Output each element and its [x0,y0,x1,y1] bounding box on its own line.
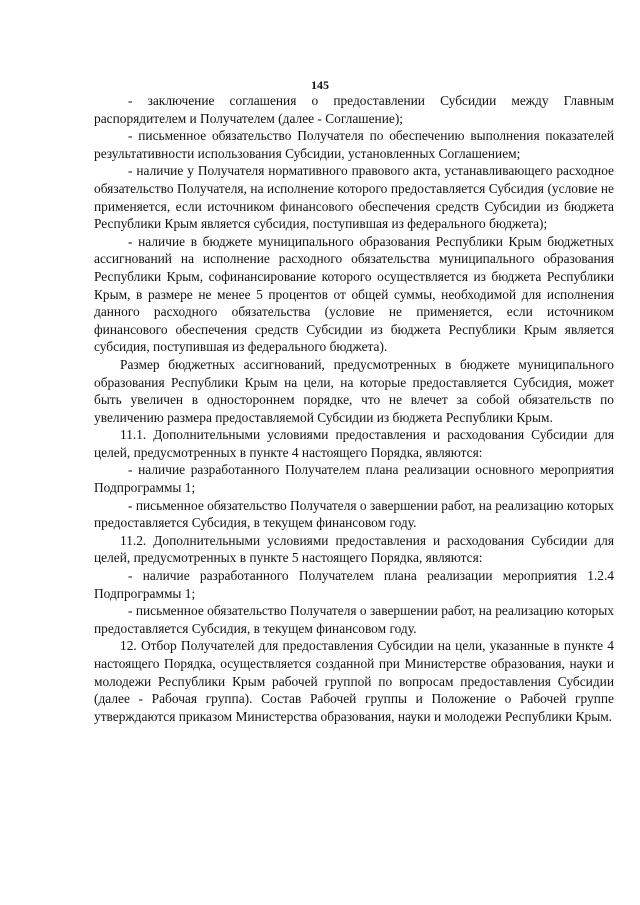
paragraph-11-1: 11.1. Дополнительными условиями предоставления и расходования Субсидии для целей, предусмотренных в пункте 4 настоящего Порядка, являются: [94,427,614,460]
body-text [94,92,614,725]
paragraph-11-2-completion: - письменное обязательство Получателя о завершении работ, на реализацию которых предоставляется Субсидия, в текущем финансовом году. [94,603,614,636]
paragraph-budget-allocations: - наличие в бюджете муниципального образования Республики Крым бюджетных ассигнований на исполнение расходного обязательства муниципального образования Республики Крым, софинансирование которого осуществляется из бюджета Республики Крым, в размере не менее 5 процентов от общей суммы, необходимой для исполнения данного расходного обязательства (условие не применяется, если источником финансового обеспечения средств Субсидии из бюджета Республики Крым является субсидия, поступившая из федерального бюджета). [94,233,614,355]
paragraph-11-2-plan: - наличие разработанного Получателем плана реализации мероприятия 1.2.4 Подпрограммы 1; [94,568,614,601]
paragraph-allocation-size: Размер бюджетных ассигнований, предусмотренных в бюджете муниципального образования Республики Крым на цели, на которые предоставляется Субсидия, может быть увеличен в одностороннем порядке, что не влечет за собой обязательств по увеличению размера предоставляемой Субсидии из бюджета Республики Крым. [94,356,614,425]
page-number: 145 [311,78,329,92]
paragraph-11-1-completion: - письменное обязательство Получателя о завершении работ, на реализацию которых предоставляется Субсидия, в текущем финансовом году. [94,497,614,531]
paragraph-performance-obligation: - письменное обязательство Получателя по обеспечению выполнения показателей результативности использования Субсидии, установленных Соглашением; [94,128,614,161]
paragraph-12: 12. Отбор Получателей для предоставления Субсидии на цели, указанные в пункте 4 настоящего Порядка, осуществляется созданной при Министерстве образования, науки и молодежи Республики Крым рабочей группой по вопросам предоставления Субсидии (далее - Рабочая группа). Состав Рабочей группы и Положение о Рабочей группе утверждаются приказом Министерства образования, науки и молодежи Республики Крым. [94,638,614,724]
paragraph-legal-act: - наличие у Получателя нормативного правового акта, устанавливающего расходное обязательство Получателя, на исполнение которого предоставляется Субсидия (условие не применяется, если источником финансового обеспечения средств Субсидии из бюджета Республики Крым является субсидия, поступившая из федерального бюджета); [94,163,614,232]
paragraph-11-1-plan: - наличие разработанного Получателем плана реализации основного мероприятия Подпрограммы 1; [94,462,614,496]
paragraph-agreement: - заключение соглашения о предоставлении Субсидии между Главным распорядителем и Получателем (далее - Соглашение); [94,93,614,126]
paragraph-11-2: 11.2. Дополнительными условиями предоставления и расходования Субсидии для целей, предусмотренных в пункте 5 настоящего Порядка, являются: [94,532,614,566]
